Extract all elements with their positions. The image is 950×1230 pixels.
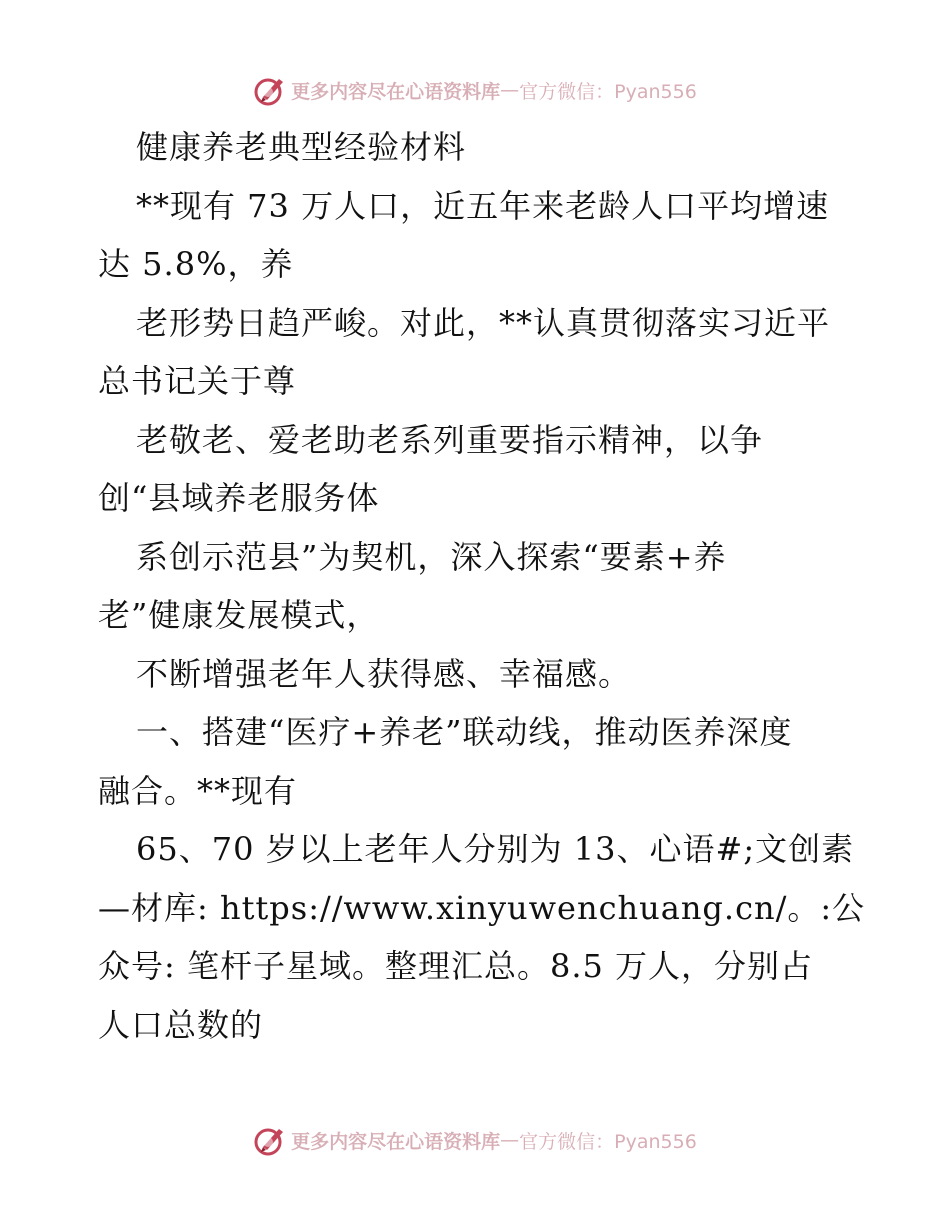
doc-line: 达 5.8%，养 — [98, 245, 294, 283]
banner-wechat: 官方微信：Pyan556 — [519, 80, 697, 103]
doc-line: 老形势日趋严峻。对此，**认真贯彻落实习近平 — [136, 303, 831, 342]
pen-logo-icon — [253, 73, 287, 107]
banner-tagline: 更多内容尽在心语资料库 — [291, 80, 501, 103]
header-banner — [0, 70, 950, 110]
banner-dash: — — [500, 1129, 520, 1151]
doc-line: 融合。**现有 — [98, 771, 298, 810]
doc-line: **现有 73 万人口，近五年来老龄人口平均增速 — [136, 186, 830, 225]
banner-dash: — — [500, 79, 520, 101]
doc-line: 老敬老、爱老助老系列重要指示精神，以争 — [136, 420, 764, 459]
doc-line: 健康养老典型经验材料 — [136, 128, 467, 166]
banner-tagline: 更多内容尽在心语资料库 — [291, 1130, 501, 1153]
doc-line: 一、搭建“医疗+养老”联动线，推动医养深度 — [136, 713, 793, 751]
doc-line: 不断增强老年人获得感、幸福感。 — [136, 654, 632, 693]
doc-line: 65、70 岁以上老年人分别为 13、心语#;文创素 — [136, 830, 855, 868]
doc-line: 总书记关于尊 — [98, 362, 297, 400]
doc-line: 老”健康发展模式， — [98, 596, 380, 634]
doc-line: 众号: 笔杆子星域。整理汇总。8.5 万人，分别占 — [98, 947, 814, 985]
document-body — [98, 118, 866, 1054]
doc-line: 创“县域养老服务体 — [98, 479, 380, 517]
footer-banner — [0, 1120, 950, 1160]
banner-wechat: 官方微信：Pyan556 — [519, 1130, 697, 1153]
doc-line: 人口总数的 — [98, 1005, 264, 1044]
doc-line: —材库: https://www.xinyuwenchuang.cn/。:公 — [98, 888, 866, 927]
doc-line: 系创示范县”为契机，深入探索“要素+养 — [136, 537, 727, 576]
pen-logo-icon — [253, 1123, 287, 1157]
